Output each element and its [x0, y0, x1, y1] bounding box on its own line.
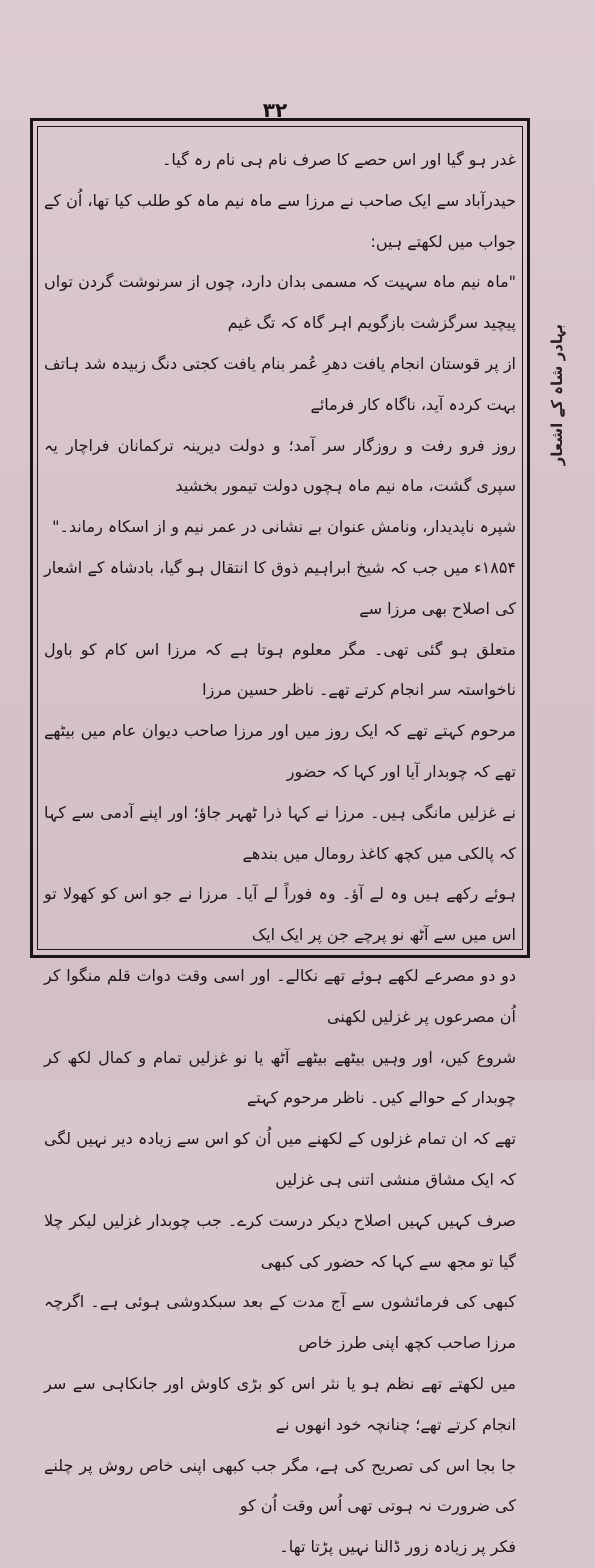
text-line: شپرہ ناپدیدار، ونامش عنوان بے نشانی در عمر نیم و از اسکاہ رماند۔": [52, 517, 516, 537]
text-line: متعلق ہو گئی تھی۔ مگر معلوم ہوتا ہے کہ مرزا اس کام کو باول ناخواستہ سر انجام کرتے تھے۔ ناظر حسین مرزا: [44, 639, 516, 700]
text-line: ۱۸۵۴ء میں جب کہ شیخ ابراہیم ذوق کا انتقال ہو گیا، بادشاہ کے اشعار کی اصلاح بھی مرزا سے: [44, 557, 516, 618]
text-line: روز فرو رفت و روزگار سر آمد؛ و دولت دیرینہ ترکمانان فراچار یہ سپری گشت، ماہ نیم ماہ ہچوں دولت تیمور بخشید: [44, 435, 516, 496]
page-number: ۳۲: [262, 98, 288, 122]
text-line: ہوئے رکھے ہیں وہ لے آؤ۔ وہ فوراً لے آیا۔ مرزا نے جو اس کو کھولا تو اس میں سے آٹھ نو پرچے جن پر ایک ایک: [44, 884, 516, 945]
text-line: حیدرآباد سے ایک صاحب نے مرزا سے ماہ نیم ماہ کو طلب کیا تھا، اُن کے جواب میں لکھتے ہیں:: [44, 190, 516, 251]
text-line: نے غزلیں مانگی ہیں۔ مرزا نے کہا ذرا ٹھہر جاؤ؛ اور اپنے آدمی سے کہا کہ پالکی میں کچھ کاغذ رومال میں بندھے: [44, 802, 516, 863]
text-line: دو دو مصرعے لکھے ہوئے تھے نکالے۔ اور اسی وقت دوات قلم منگوا کر اُن مصرعوں پر غزلیں لکھنی: [44, 965, 516, 1026]
text-line: تھے کہ ان تمام غزلوں کے لکھنے میں اُن کو اس سے زیادہ دیر نہیں لگی کہ ایک مشاق منشی اتنی ہی غزلیں: [44, 1129, 516, 1189]
text-line: میں لکھتے تھے نظم ہو یا نثر اس کو بڑی کاوش اور جانکاہی سے سر انجام کرتے تھے؛ چنانچہ خود انھوں نے: [44, 1373, 516, 1434]
text-line: صرف کہیں کہیں اصلاح دیکر درست کرے۔ جب چوبدار غزلیں لیکر چلا گیا تو مجھ سے کہا کہ حضور کی کبھی: [44, 1210, 516, 1271]
text-line: کبھی کی فرمائشوں سے آج مدت کے بعد سبکدوشی ہوئی ہے۔ اگرچہ مرزا صاحب کچھ اپنی طرز خاص: [44, 1292, 516, 1353]
text-line: شروع کیں، اور وہیں بیٹھے بیٹھے آٹھ یا نو غزلیں تمام و کمال لکھ کر چوبدار کے حوالے کیں۔ ناظر مرحوم کہتے: [44, 1047, 516, 1108]
margin-note: بہادر شاہ کے اشعار: [548, 324, 566, 466]
body-text: [44, 140, 516, 1557]
text-line: مرحوم کہتے تھے کہ ایک روز میں اور مرزا صاحب دیوان عام میں بیٹھے تھے کہ چوبدار آیا اور کہا کہ حضور: [44, 721, 516, 781]
text-line: غدر ہو گیا اور اس حصے کا صرف نام ہی نام رہ گیا۔: [162, 150, 516, 169]
text-line: جا بجا اس کی تصریح کی ہے، مگر جب کبھی اپنی خاص روش پر چلنے کی ضرورت نہ ہوتی تھی اُس وقت اُن کو: [44, 1455, 516, 1516]
text-line: از پر قوستان انجام یافت دھرِ عُمر بنام یافت کجتی دنگ زبیدہ شد ہاتف بہت کردہ آید، ناگاہ کار فرمائے: [44, 353, 516, 414]
text-line: فکر پر زیادہ زور ڈالنا نہیں پڑتا تھا۔: [279, 1537, 516, 1557]
text-line: "ماہ نیم ماہ سہیت کہ مسمی بدان دارد، چوں از سرنوشت گردن تواں پیچید سرگزشت بازگویم اہر گاہ کہ تگ غیم: [44, 272, 516, 333]
